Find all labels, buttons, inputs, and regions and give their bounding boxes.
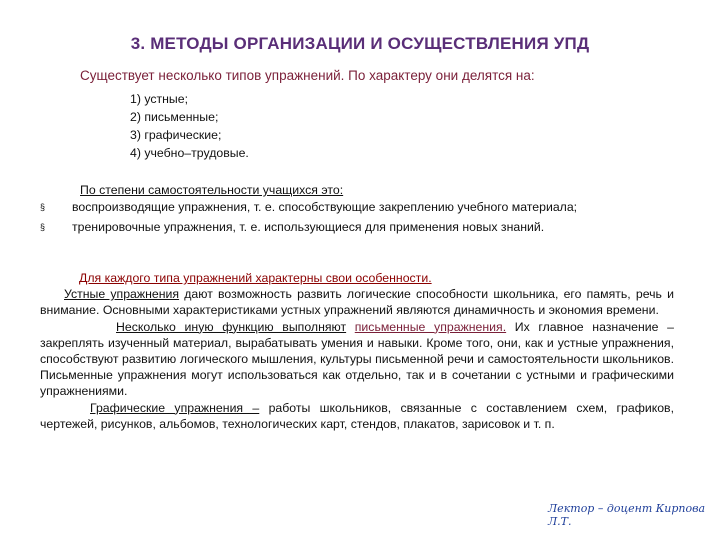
paragraph-written <box>40 319 674 400</box>
list-item: 4) учебно–трудовые. <box>130 146 249 160</box>
independence-heading: По степени самостоятельности учащихся это: <box>80 183 344 197</box>
independence-list <box>40 199 680 239</box>
graphic-text: работы школьников, связанные с составлением схем, графиков, чертежей, рисунков, альбомов, технологических карт, стендов, плакатов, зарисовок и т. п. <box>40 400 674 431</box>
list-item: 2) письменные; <box>130 110 219 124</box>
bullet-icon: § <box>40 222 46 232</box>
list-item: 1) устные; <box>130 92 189 106</box>
written-term: письменные упражнения. <box>354 319 507 334</box>
list-item <box>40 199 680 215</box>
oral-term: Устные упражнения <box>64 287 180 302</box>
oral-text: дают возможность развить логические способности школьника, его память, речь и внимание. Основными характеристиками устных упражнений являются динамичность и экономия времени. <box>40 287 674 318</box>
list-item: 3) графические; <box>130 128 222 142</box>
bullet-icon: § <box>40 202 46 212</box>
features-heading: Для каждого типа упражнений характерны свои особенности. <box>79 271 432 285</box>
exercise-types-list <box>130 90 249 162</box>
paragraph-oral <box>40 286 674 318</box>
paragraph-graphic <box>40 400 674 432</box>
body-text <box>40 270 674 432</box>
lecturer-signature: Лектор – доцент Кирпова Л.Т. <box>548 502 706 528</box>
page-title: 3. МЕТОДЫ ОРГАНИЗАЦИИ И ОСУЩЕСТВЛЕНИЯ УПД <box>130 34 590 53</box>
list-item <box>40 219 680 235</box>
list-item-text: воспроизводящие упражнения, т. е. способствующие закреплению учебного материала; <box>72 200 578 214</box>
written-lead: Несколько иную функцию выполняют <box>116 319 347 334</box>
list-item-text: тренировочные упражнения, т. е. использующиеся для применения новых знаний. <box>72 220 545 234</box>
graphic-term: Графические упражнения – <box>90 400 260 415</box>
written-text: Их главное назначение – закреплять изученный материал, вырабатывать умения и навыки. Кроме того, они, как и устные упражнения, способствуют развитию логического мышления, культуры письменной речи и самостоятельности школьников. Письменные упражнения могут использоваться как отдельно, так и в сочетании с устными и графическими упражнениями. <box>40 319 674 399</box>
intro-text: Существует несколько типов упражнений. По характеру они делятся на: <box>80 68 535 83</box>
